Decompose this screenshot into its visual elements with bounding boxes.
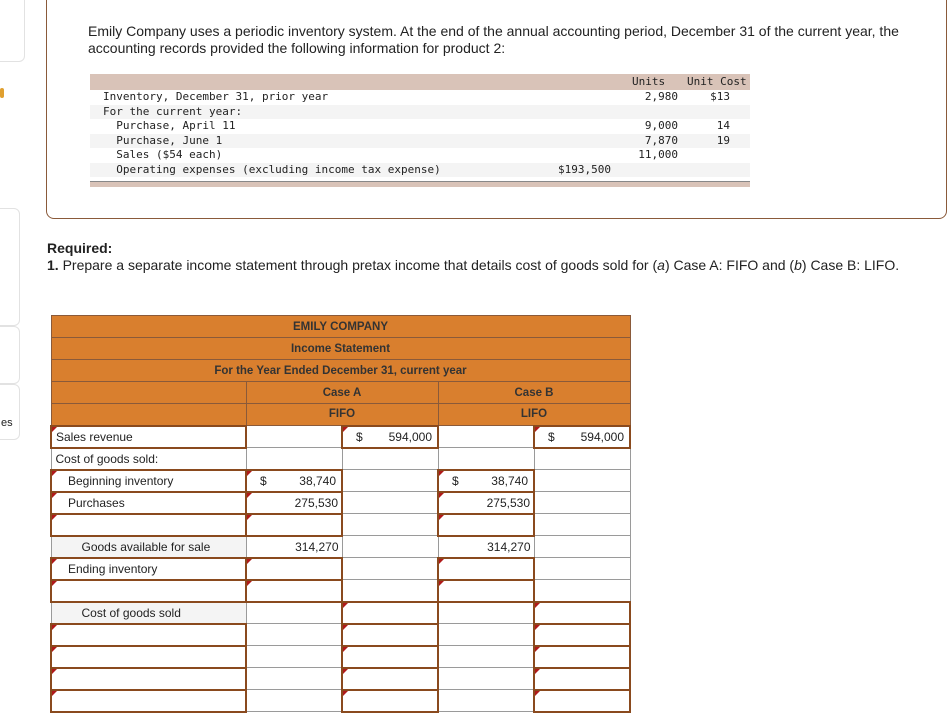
problem-label: Inventory, December 31, prior year [103,90,329,103]
sidebar-label: es [1,417,13,429]
blank-a-input[interactable] [246,514,342,536]
problem-label: Sales ($54 each) [103,148,223,161]
problem-cost: 14 [716,119,730,132]
req-text: Prepare a separate income statement through pretax income that details cost of goods sold for ( [58,257,658,273]
line-label-input[interactable] [51,668,246,690]
statement-title: Income Statement [51,338,630,360]
goods-available-label: Goods available for sale [51,536,246,558]
line-b-input[interactable] [534,668,630,690]
req-number: 1. [47,257,59,273]
problem-row [90,119,750,134]
line-a-input[interactable] [342,690,438,712]
sales-b-input[interactable]: $ 594,000 [534,426,630,448]
blank-b-input[interactable] [438,514,534,536]
case-b-header: Case B [438,382,630,404]
required-heading: Required: [47,240,113,256]
end-b-input[interactable] [438,558,534,580]
line-label-input[interactable] [51,624,246,646]
problem-row [90,134,750,149]
problem-data-table [90,74,750,187]
ending-inventory-label[interactable]: Ending inventory [51,558,246,580]
statement-period: For the Year Ended December 31, current year [51,360,630,382]
unit-cost-header: Unit Cost [687,75,747,88]
problem-units: 2,980 [644,90,678,103]
problem-label: For the current year: [103,104,243,118]
blank-a-input[interactable] [246,580,342,602]
problem-row [90,148,750,163]
problem-label: Operating expenses (excluding income tax expense) [103,162,441,176]
line-label-input[interactable] [51,690,246,712]
line-b-input[interactable] [534,646,630,668]
sidebar-nav-item[interactable] [0,384,20,440]
sales-revenue-label[interactable]: Sales revenue [51,426,246,448]
sales-a-input[interactable]: $ 594,000 [342,426,438,448]
line-a-input[interactable] [342,646,438,668]
end-a-input[interactable] [246,558,342,580]
cogs-header: Cost of goods sold: [51,448,246,470]
sidebar-card [0,0,25,62]
line-a-input[interactable] [342,624,438,646]
case-a-header: Case A [246,382,438,404]
blank-label-input[interactable] [51,514,246,536]
problem-cost: $13 [710,90,730,103]
req-text: b [794,257,802,273]
line-a-input[interactable] [342,668,438,690]
req-text: ) Case A: FIFO and ( [664,257,795,273]
purchases-label[interactable]: Purchases [51,492,246,514]
blank-label-input[interactable] [51,580,246,602]
cogs-a-input[interactable] [342,602,438,624]
beg-b-input[interactable]: $ 38,740 [438,470,534,492]
problem-label: Purchase, June 1 [103,133,223,147]
line-b-input[interactable] [534,690,630,712]
lifo-header: LIFO [438,404,630,426]
beg-a-input[interactable]: $ 38,740 [246,470,342,492]
req-text: ) Case B: LIFO. [801,257,900,273]
line-b-input[interactable] [534,624,630,646]
beginning-inventory-label[interactable]: Beginning inventory [51,470,246,492]
problem-intro: Emily Company uses a periodic inventory system. At the end of the annual accounting period, December 31 of the current year, the accounting records provided the following information for product 2: [88,23,899,56]
problem-units: 11,000 [638,148,678,161]
sidebar-indicator [0,88,4,98]
fifo-header: FIFO [246,404,438,426]
pur-b-input[interactable]: 275,530 [438,492,534,514]
cogs-b-input[interactable] [534,602,630,624]
problem-units: 9,000 [644,119,678,132]
sidebar-nav-item[interactable] [0,326,20,384]
gafs-a-value: 314,270 [246,536,342,558]
problem-cost: 19 [716,133,730,147]
problem-label: Purchase, April 11 [103,119,236,132]
company-name: EMILY COMPANY [51,316,630,338]
problem-row [90,163,750,178]
req-text: a [657,257,665,273]
income-statement-table [50,315,631,713]
cogs-label: Cost of goods sold [51,602,246,624]
blank-b-input[interactable] [438,580,534,602]
problem-row [90,90,750,105]
problem-amount: $193,500 [558,162,611,176]
units-header: Units [632,75,666,88]
required-section [47,240,927,274]
pur-a-input[interactable]: 275,530 [246,492,342,514]
line-label-input[interactable] [51,646,246,668]
gafs-b-value: 314,270 [438,536,534,558]
sidebar-nav-item[interactable] [0,208,20,326]
problem-units: 7,870 [644,133,678,147]
problem-row [90,105,750,120]
